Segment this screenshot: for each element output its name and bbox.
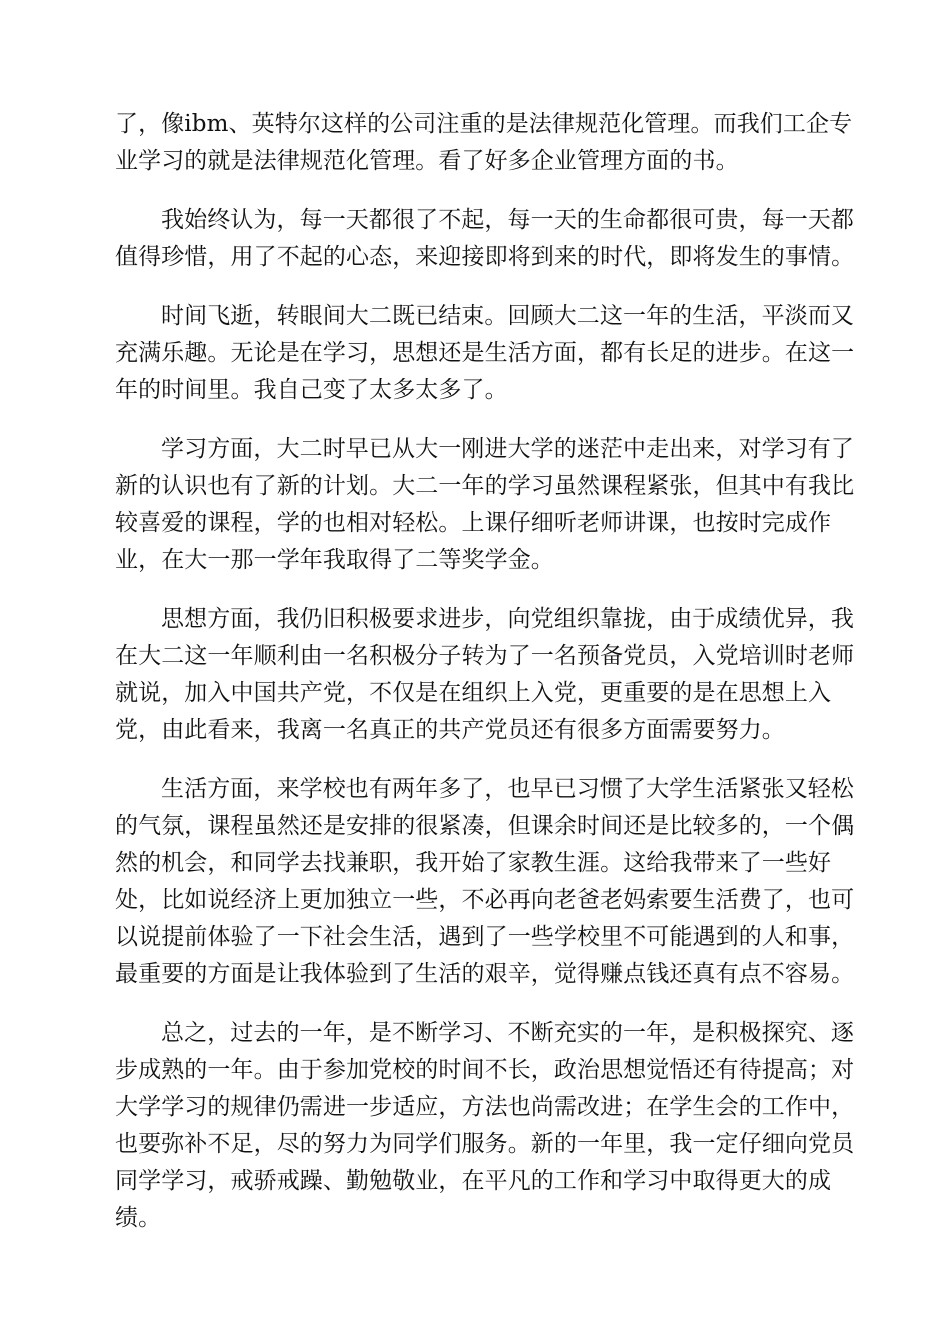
paragraph-line: 新的认识也有了新的计划。大二一年的学习虽然课程紧张，但其中有我比 (115, 473, 855, 499)
paragraph-line: 然的机会，和同学去找兼职，我开始了家教生涯。这给我带来了一些好 (115, 850, 832, 876)
paragraph-line: 党，由此看来，我离一名真正的共产党员还有很多方面需要努力。 (115, 717, 785, 743)
paragraph (115, 202, 855, 276)
paragraph-line: 值得珍惜，用了不起的心态，来迎接即将到来的时代，即将发生的事情。 (115, 244, 855, 270)
paragraph-line: 充满乐趣。无论是在学习，思想还是生活方面，都有长足的进步。在这一 (115, 340, 855, 366)
paragraph (115, 771, 855, 993)
paragraph-line: 同学学习，戒骄戒躁、勤勉敬业，在平凡的工作和学习中取得更大的成 (115, 1168, 832, 1194)
paragraph-line: 年的时间里。我自己变了太多太多了。 (115, 377, 508, 403)
paragraph-line: 我始终认为，每一天都很了不起，每一天的生命都很可贵，每一天都 (161, 207, 854, 233)
document-body (115, 106, 855, 1237)
paragraph-line: 总之，过去的一年，是不断学习、不断充实的一年，是积极探究、逐 (161, 1020, 854, 1046)
paragraph (115, 106, 853, 180)
paragraph (115, 431, 855, 579)
paragraph-line: 思想方面，我仍旧积极要求进步，向党组织靠拢，由于成绩优异，我 (161, 606, 854, 632)
paragraph-line: 最重要的方面是让我体验到了生活的艰辛，觉得赚点钱还真有点不容易。 (115, 961, 855, 987)
paragraph-line: 生活方面，来学校也有两年多了，也早已习惯了大学生活紧张又轻松 (161, 776, 854, 802)
paragraph (115, 1015, 855, 1237)
paragraph-line: 也要弥补不足，尽的努力为同学们服务。新的一年里，我一定仔细向党员 (115, 1131, 855, 1157)
paragraph-line: 步成熟的一年。由于参加党校的时间不长，政治思想觉悟还有待提高；对 (115, 1057, 855, 1083)
paragraph-line: 以说提前体验了一下社会生活，遇到了一些学校里不可能遇到的人和事， (115, 924, 855, 950)
paragraph-line: 时间飞逝，转眼间大二既已结束。回顾大二这一年的生活，平淡而又 (161, 303, 854, 329)
paragraph-line: 处，比如说经济上更加独立一些，不必再向老爸老妈索要生活费了，也可 (115, 887, 855, 913)
paragraph (115, 601, 855, 749)
paragraph-line: 业学习的就是法律规范化管理。看了好多企业管理方面的书。 (115, 148, 739, 174)
paragraph-line: 就说，加入中国共产党，不仅是在组织上入党，更重要的是在思想上入 (115, 680, 832, 706)
paragraph-line: 绩。 (115, 1205, 162, 1231)
paragraph-line: 学习方面，大二时早已从大一刚进大学的迷茫中走出来，对学习有了 (161, 436, 854, 462)
paragraph-line: 业，在大一那一学年我取得了二等奖学金。 (115, 547, 554, 573)
paragraph-line: 了，像ibm、英特尔这样的公司注重的是法律规范化管理。而我们工企专 (115, 111, 853, 137)
paragraph-line: 在大二这一年顺利由一名积极分子转为了一名预备党员，入党培训时老师 (115, 643, 855, 669)
paragraph-line: 较喜爱的课程，学的也相对轻松。上课仔细听老师讲课，也按时完成作 (115, 510, 832, 536)
paragraph-line: 的气氛，课程虽然还是安排的很紧凑，但课余时间还是比较多的，一个偶 (115, 813, 855, 839)
paragraph (115, 298, 855, 409)
paragraph-line: 大学学习的规律仍需进一步适应，方法也尚需改进；在学生会的工作中， (115, 1094, 855, 1120)
